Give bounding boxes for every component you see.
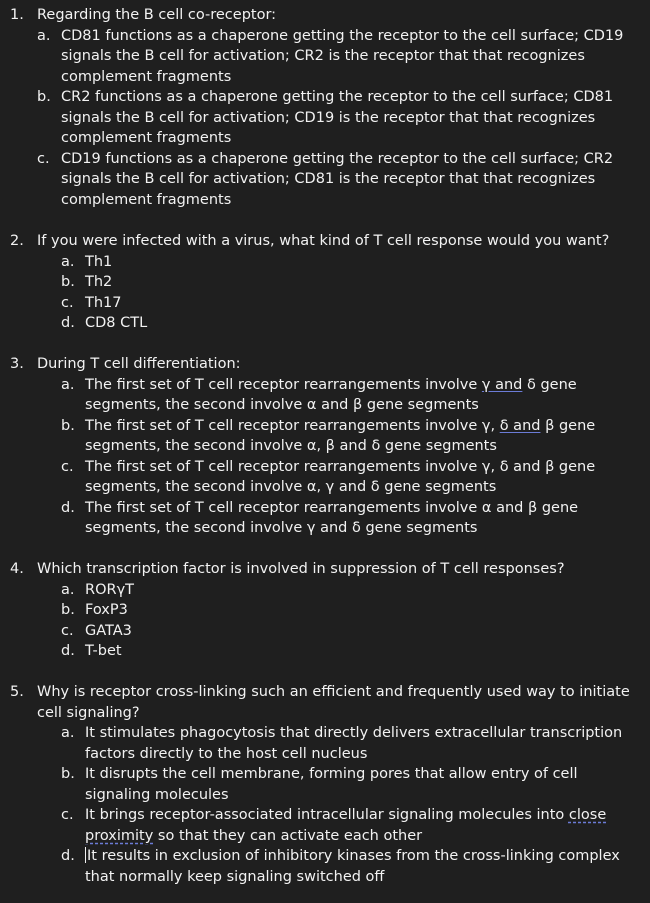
question-text: If you were infected with a virus, what kind of T cell response would you want? [37, 233, 610, 249]
option-text: RORγT [85, 581, 135, 598]
answer-option-2b [61, 272, 642, 293]
option-letter: d. [61, 499, 75, 516]
question-number: 3. [10, 356, 24, 372]
option-text: It brings receptor-associated intracellular signaling molecules into close proximity so that they can activate each other [85, 807, 607, 844]
answer-option-3b [61, 416, 642, 457]
option-text: The first set of T cell receptor rearrangements involve γ, δ and β gene segments, the second involve α, γ and δ gene segments [85, 458, 596, 495]
option-text: Th17 [85, 294, 122, 311]
option-letter: a. [61, 253, 75, 270]
answer-option-1c [37, 149, 642, 211]
option-text: FoxP3 [85, 602, 128, 618]
question-5 [10, 682, 642, 887]
answer-option-4d [61, 641, 642, 662]
option-letter: a. [61, 376, 75, 393]
option-text: GATA3 [85, 622, 132, 639]
question-number: 4. [10, 561, 24, 577]
question-number: 2. [10, 233, 24, 249]
question-number: 5. [10, 684, 24, 700]
option-text: It stimulates phagocytosis that directly delivers extracellular transcription factors directly to the host cell nucleus [85, 725, 623, 762]
answer-option-5a [61, 723, 642, 764]
option-letter: b. [37, 89, 51, 105]
option-letter: b. [61, 602, 75, 618]
option-text: Th2 [85, 274, 113, 290]
question-text: Regarding the B cell co-receptor: [37, 7, 277, 23]
answer-option-5b [61, 764, 642, 805]
option-text: CD81 functions as a chaperone getting the receptor to the cell surface; CD19 signals the B cell for activation; CR2 is the receptor that that recognizes complement fragments [61, 27, 624, 85]
option-text: It disrupts the cell membrane, forming pores that allow entry of cell signaling molecules [85, 766, 578, 803]
option-text[interactable]: It results in exclusion of inhibitory kinases from the cross-linking complex that normally keep signaling switched off [85, 848, 620, 885]
option-letter: c. [61, 807, 74, 823]
option-letter: b. [61, 274, 75, 290]
option-letter: a. [61, 581, 75, 598]
question-3 [10, 354, 642, 539]
spellcheck-underline: δ and [499, 417, 541, 434]
answer-option-5c [61, 805, 642, 846]
question-1 [10, 5, 642, 210]
answer-option-4c [61, 621, 642, 642]
option-letter: d. [61, 643, 75, 659]
answer-option-1b [37, 87, 642, 149]
question-number: 1. [10, 7, 24, 23]
answer-option-1a [37, 26, 642, 88]
question-text: Why is receptor cross-linking such an efficient and frequently used way to initiate cell signaling? [37, 684, 630, 721]
answer-option-2d [61, 313, 642, 334]
option-letter: a. [37, 27, 51, 44]
option-text: The first set of T cell receptor rearrangements involve α and β gene segments, the second involve γ and δ gene segments [85, 499, 579, 536]
option-letter: c. [61, 458, 74, 475]
answer-option-4a [61, 580, 642, 601]
option-letter: b. [61, 766, 75, 782]
answer-option-2c [61, 293, 642, 314]
option-text: CR2 functions as a chaperone getting the receptor to the cell surface; CD81 signals the B cell for activation; CD19 is the receptor that that recognizes complement fragments [61, 89, 614, 146]
question-2 [10, 231, 642, 334]
option-text: Th1 [85, 253, 113, 270]
option-letter: c. [37, 150, 50, 167]
grammar-underline: close proximity [85, 807, 607, 844]
question-text: During T cell differentiation: [37, 356, 241, 372]
answer-option-3d [61, 498, 642, 539]
option-text: T-bet [85, 643, 122, 659]
option-letter: b. [61, 417, 75, 434]
answer-option-4b [61, 600, 642, 621]
text-cursor [85, 847, 86, 863]
option-letter: c. [61, 622, 74, 639]
answer-option-3c [61, 457, 642, 498]
answer-option-3a [61, 375, 642, 416]
option-text: CD8 CTL [85, 315, 148, 331]
option-text: The first set of T cell receptor rearrangements involve γ, δ and β gene segments, the second involve α, β and δ gene segments [85, 417, 596, 454]
option-letter: d. [61, 315, 75, 331]
option-letter: c. [61, 294, 74, 311]
answer-option-5d [61, 846, 642, 887]
option-letter: d. [61, 848, 75, 864]
option-letter: a. [61, 725, 75, 741]
answer-option-2a [61, 252, 642, 273]
spellcheck-underline: γ and [481, 376, 523, 393]
question-4 [10, 559, 642, 662]
question-text: Which transcription factor is involved in suppression of T cell responses? [37, 561, 565, 577]
option-text: CD19 functions as a chaperone getting the receptor to the cell surface; CR2 signals the B cell for activation; CD81 is the receptor that that recognizes complement fragments [61, 150, 614, 208]
option-text: The first set of T cell receptor rearrangements involve γ and δ gene segments, the second involve α and β gene segments [85, 376, 577, 413]
